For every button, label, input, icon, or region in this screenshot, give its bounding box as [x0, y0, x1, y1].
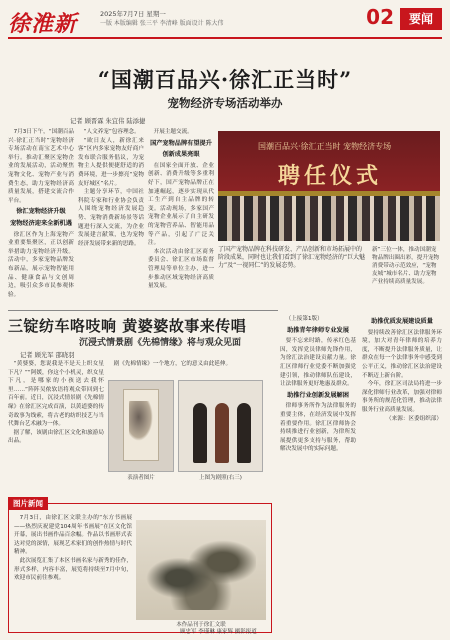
story1-headline: “国潮百品兴·徐汇正当时”: [97, 67, 353, 92]
issue-date: 2025年7月7日 星期一: [100, 10, 166, 18]
paragraph: 要持续改善徐汇区法律服务环境，加大对青年律师的培养力度，不断提升法律服务质量，让群众在每一个法律事务中感受到公平正义，推动徐汇区法治建设不断迈上新台阶。: [362, 329, 442, 379]
subheading: 宠物经济迎来全新机遇: [10, 219, 72, 227]
paragraph: 此次展览汇集了本区书画名家与新秀的佳作，形式多样，内容丰富，展览将持续至7月中旬，欢迎市民前往参观。: [14, 557, 132, 582]
section-label: 要闻: [400, 8, 442, 30]
performance-photo: [108, 380, 174, 472]
paragraph: （上接第1版）: [285, 316, 323, 322]
subheading: 助推优质发展建设质量: [371, 318, 433, 325]
subheading: 国产宠物品牌有望提升: [150, 139, 212, 147]
editor-line: 一版 本版编辑 张三平 李清峰 版面设计 陈大伟: [100, 20, 224, 27]
photo-backdrop-text: 国潮百品兴·徐汇正当时 宠物经济专场: [258, 142, 392, 151]
page-number: 02: [366, 5, 394, 29]
section-divider: [8, 310, 278, 311]
gallery-credit: 顾忠军 李瑾琳 康家辉 摄影报道: [180, 629, 257, 635]
story1-subheadline: 宠物经济专场活动举办: [167, 96, 283, 110]
people-row: [218, 196, 440, 241]
story1-column-1: [8, 128, 74, 306]
ink-figure: [129, 401, 153, 441]
paragraph: 7月3日，由徐汇区文联主办的“东方书画展——热烈庆祝建党104周年书画展”在区文化馆开幕，展出书画作品百余幅。作品以书画形式表达对党的深情，展现艺术家们的创作热情与时代精神。: [14, 515, 132, 556]
story2-byline: 记者 顾光军 邵晓羽: [20, 352, 75, 359]
photo-caption: 了国产宠物品牌在科技研发、产品创新和市场拓展中的阶段成果，同时也让我们看到了徐汇宠物经济的“巨大魅力”及“一视同仁”的发展态势。: [218, 246, 366, 269]
story1-column-2: [78, 128, 144, 306]
story1-side-column: 新”三位一体，推动国潮宠物品牌出圈出彩，提升宠物消费带动示范效应，“宠物友城”城市名片、助力宠物产业持续高质量发展。: [372, 247, 440, 285]
paragraph: 主题分享环节，中国社科院专家和行业协会负责人围绕宠物经济发展趋势、宠物消费新场景等话题进行深入交流，为企业发展建言献策，也为宠物经济发展带来新的思路。: [78, 189, 144, 247]
paragraph: 开展主题交流。: [153, 129, 193, 135]
paragraph: “欧日友人，新徐汇来客”区内多家宠物友好商户发布联合服务倡议，为宠物主人提供便捷舒适的消费环境，进一步擦亮“宠物友好城区”名片。: [78, 137, 144, 187]
right-column-2: [362, 315, 442, 633]
paragraph: “人文养宠”包容理念。: [83, 129, 140, 135]
masthead: [8, 6, 442, 36]
story2-headline: 三锭纺车咯吱响 黄婆婆故事来传唱: [8, 317, 247, 335]
paragraph: 据了解，该剧由徐汇区文化和旅游局出品。: [8, 429, 104, 445]
source-note: （来源：区委组织部）: [386, 415, 442, 422]
paragraph: “黄婆婆，您说我是不是天上织女星下凡？”“阿媛，你这个小机灵，织女星下凡，是哪家的小孩送去我怀里……”阵阵吴侬软语将观众带回到七百年前。近日，沉浸式情景剧《先棉情缘》在徐汇区完成首演，以黄道婆的传奇故事为线索，将古老的纺织技艺与当代舞台艺术融为一体。: [8, 361, 104, 428]
subheading: 徐汇宠物经济升级: [16, 208, 66, 216]
gallery-caption: 本作品刊于徐汇文联: [176, 622, 226, 628]
subheading: 助推行业创新发展解困: [287, 391, 349, 399]
newspaper-logo: 徐淮新: [8, 12, 78, 37]
paragraph: 本次活动由徐汇区商务委员会、徐汇区市场监督管理局等单位主办，进一步推动区域宠物经济高质量发展。: [148, 248, 214, 290]
art1-caption: 表演者图片: [127, 475, 155, 481]
subheading: 助推青年律师专业发展: [287, 326, 349, 334]
paragraph: 要不忘来时路，传承红色基因，发挥党员律师先锋作用，为徐汇法治建设贡献力量。徐汇区律师行业党委不断加强党建引领，推动律师队伍建设，让法律服务更好地惠及群众。: [280, 338, 356, 388]
ceremony-photo: [218, 131, 440, 241]
masthead-rule: [8, 37, 442, 39]
subheading: 创新成果亮眼: [162, 151, 200, 159]
gallery-tag: 图片新闻: [8, 497, 48, 510]
paragraph: 今年，徐汇区司法局将进一步深化律师行业改革，加强对律师事务所的规范化管理，推动法律服务行业高质量发展。: [362, 381, 442, 413]
paragraph: 徐汇区作为上海宠物产业重要集聚区，正以创新举措助力宠物经济升级。活动中，多家宠物品牌发布新品，展示宠物智能用品、健康食品与文创周边，吸引众多市民参观体验。: [8, 231, 74, 298]
performer: [193, 403, 207, 463]
story2-subheadline: 沉浸式情景剧《先棉情缘》将与观众见面: [78, 338, 241, 348]
paragraph: 律师事务所作为法律服务的重要主体，在经济发展中发挥着重要作用。徐汇区律师协会持续推进行业创新，为律所发展提供更多支持与服务，帮助解决发展中的实际问题。: [280, 403, 356, 453]
paragraph: 剧《先棉情缘》一个地方，它的意义由此延伸。: [113, 361, 232, 367]
gallery-text: [14, 514, 132, 626]
art2-caption: 上图为剧照(右三): [199, 475, 242, 481]
photo-banner-text: 聘任仪式: [278, 163, 383, 189]
story1-column-3: [148, 128, 214, 306]
landscape-painting: [146, 530, 256, 610]
performer: [237, 403, 251, 463]
story2-column-1: [8, 360, 104, 496]
paragraph: 在国家全面开放、企业创新、消费升级等多重利好下，国产宠物品牌正在加速崛起，逐步实现从代工生产到自主品牌的转变。活动现场，多家国产宠物企业展示了自主研发的宠物营养品、智能用品等产品，引起了广泛关注。: [148, 162, 214, 247]
story2-column-2: [108, 360, 263, 378]
paragraph: 7月3日下午，“国潮百品兴·徐汇正当时”宠物经济专场活动在南宝艺术中心举行。推动汇聚区宠物企业的发展活动，活动聚焦宠物文化、宠物产业与消费生态，助力宠物经济高质量发展，搭建交流合作平台。: [8, 129, 74, 204]
performer: [215, 403, 229, 463]
right-column-1: [280, 315, 356, 633]
stage-photo: [178, 380, 263, 472]
story1-byline: 记者 顾晋霖 朱宜伟 陆添捷: [70, 118, 146, 125]
painting-photo: [136, 520, 266, 620]
